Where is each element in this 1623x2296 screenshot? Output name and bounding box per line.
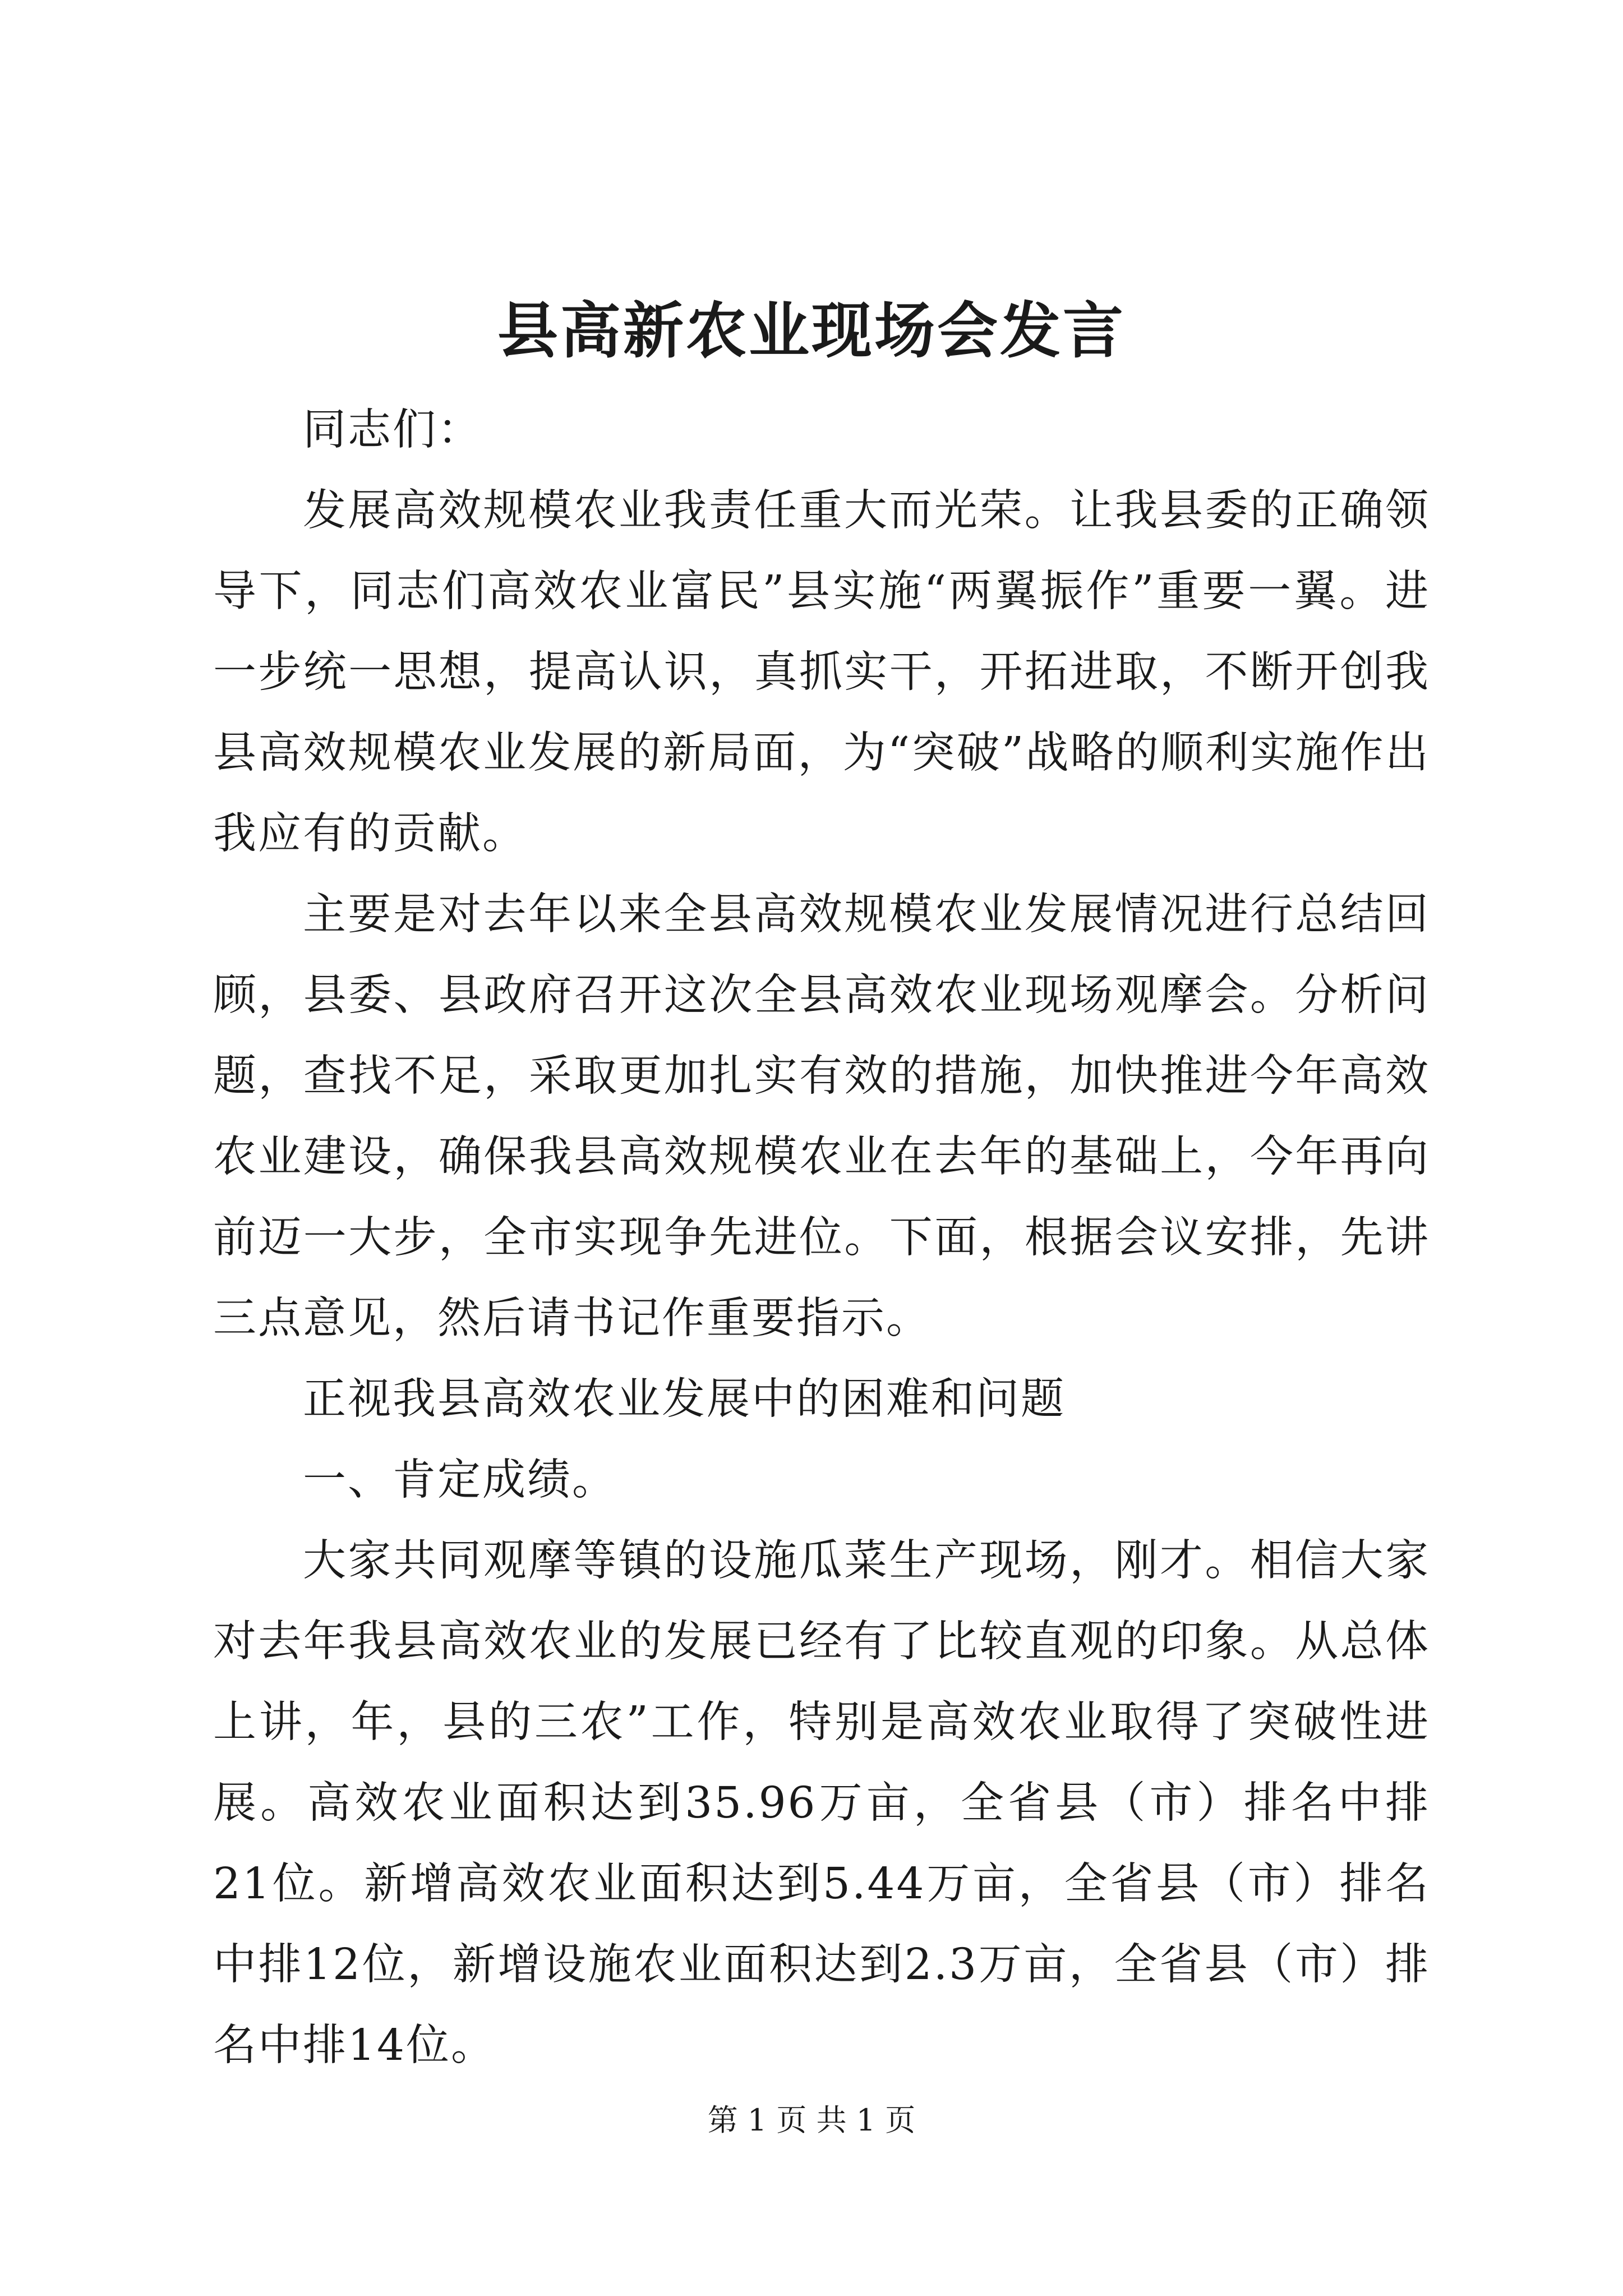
body-paragraph: 大家共同观摩等镇的设施瓜菜生产现场，刚才。相信大家对去年我县高效农业的发展已经有了比较直观的印象。从总体上讲，年，县的三农”工作，特别是高效农业取得了突破性进展。高效农业面积达到35.96万亩，全省县（市）排名中排21位。新增高效农业面积达到5.44万亩，全省县（市）排名中排12位，新增设施农业面积达到2.3万亩，全省县（市）排名中排14位。 <box>213 1536 1430 2070</box>
greeting-paragraph: 同志们： <box>303 405 482 455</box>
document-title: 县高新农业现场会发言 <box>497 296 1126 366</box>
document-body <box>213 390 1430 2086</box>
body-paragraph: 发展高效规模农业我责任重大而光荣。让我县委的正确领导下，同志们高效农业富民”县实施“两翼振作”重要一翼。进一步统一思想，提高认识，真抓实干，开拓进取，不断开创我县高效规模农业发展的新局面，为“突破”战略的顺利实施作出我应有的贡献。 <box>213 486 1430 859</box>
page-footer: 第 1 页 共 1 页 <box>707 2102 916 2138</box>
section-heading: 正视我县高效农业发展中的困难和问题 <box>303 1374 1066 1424</box>
body-paragraph: 主要是对去年以来全县高效规模农业发展情况进行总结回顾，县委、县政府召开这次全县高效农业现场观摩会。分析问题，查找不足，采取更加扎实有效的措施，加快推进今年高效农业建设，确保我县高效规模农业在去年的基础上，今年再向前迈一大步，全市实现争先进位。下面，根据会议安排，先讲三点意见，然后请书记作重要指示。 <box>213 890 1430 1343</box>
subsection-heading: 一、肯定成绩。 <box>303 1455 617 1505</box>
